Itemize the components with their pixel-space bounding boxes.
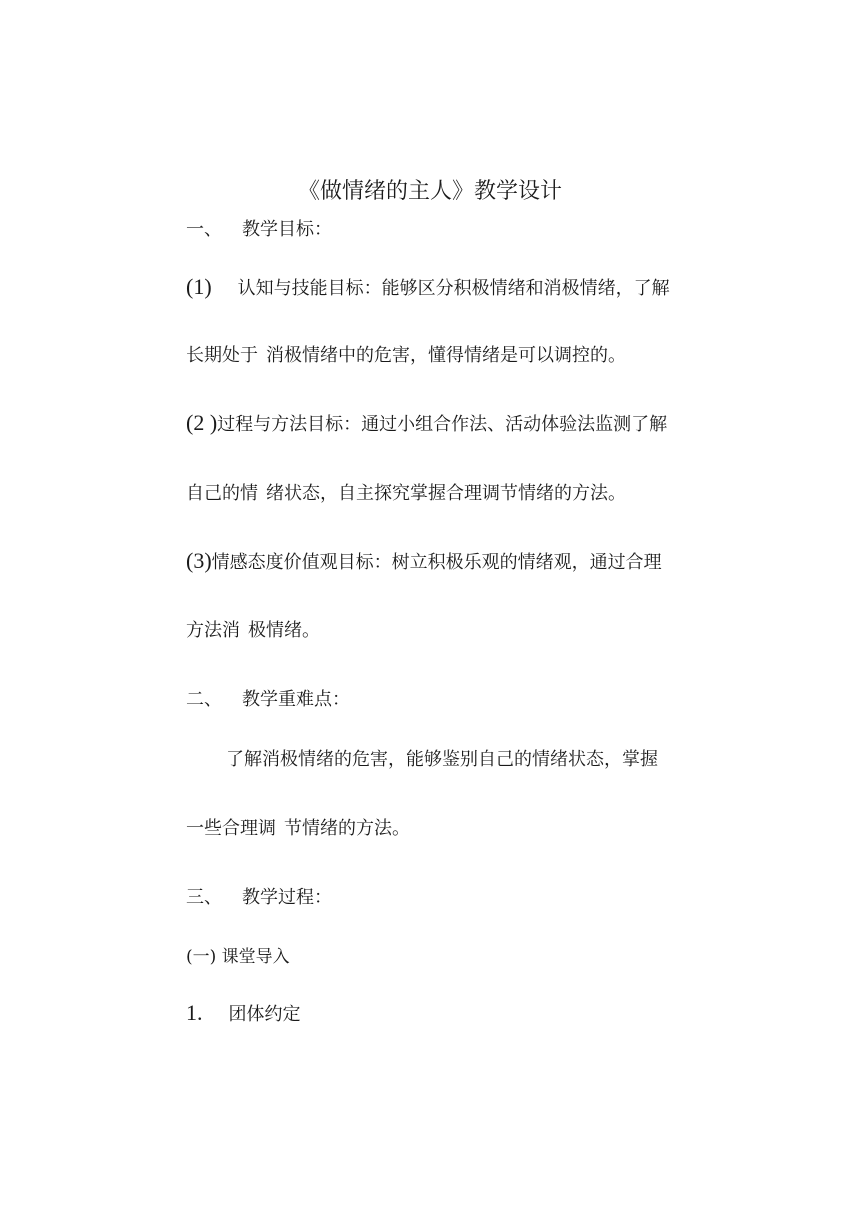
goal-2-line-2 bbox=[186, 483, 626, 505]
step-1-number: 1. bbox=[186, 1000, 203, 1025]
keypoints-text-2b: 节情绪的方法。 bbox=[284, 818, 410, 839]
goal-3-text-2b: 极情绪。 bbox=[248, 620, 320, 641]
section-3-title: 教学过程： bbox=[242, 887, 332, 908]
goal-3-number: (3) bbox=[186, 548, 212, 573]
goal-1-text-1: 认知与技能目标：能够区分积极情绪和消极情绪，了解 bbox=[237, 278, 670, 299]
section-3-heading bbox=[186, 887, 332, 909]
step-1-line bbox=[186, 1002, 301, 1026]
keypoints-line-2 bbox=[186, 818, 410, 840]
section-1-title: 教学目标： bbox=[242, 219, 332, 240]
keypoints-line-1 bbox=[226, 749, 658, 771]
section-1-heading bbox=[186, 219, 332, 241]
section-3-number: 三、 bbox=[186, 887, 222, 908]
step-1-text: 团体约定 bbox=[228, 1004, 301, 1025]
section-2-heading bbox=[186, 689, 350, 711]
goal-3-text-1: 情感态度价值观目标：树立积极乐观的情绪观，通过合理 bbox=[211, 552, 662, 573]
goal-1-number: (1) bbox=[186, 274, 212, 299]
goal-3-text-2a: 方法消 bbox=[186, 620, 240, 641]
goal-2-line-1 bbox=[186, 412, 667, 436]
goal-2-text-2a: 自己的情 bbox=[186, 483, 258, 504]
keypoints-text-1: 了解消极情绪的危害，能够鉴别自己的情绪状态，掌握 bbox=[226, 749, 658, 770]
goal-3-line-2 bbox=[186, 620, 320, 642]
subsection-1-label: (一) 课堂导入 bbox=[186, 947, 290, 967]
goal-2-text-1: 过程与方法目标：通过小组合作法、活动体验法监测了解 bbox=[217, 414, 668, 435]
subsection-1-heading bbox=[186, 946, 290, 968]
document-title: 《做情绪的主人》教学设计 bbox=[297, 179, 562, 204]
goal-1-text-2a: 长期处于 bbox=[186, 345, 258, 366]
section-2-number: 二、 bbox=[186, 689, 222, 710]
goal-3-line-1 bbox=[186, 550, 662, 574]
goal-2-number: (2 ) bbox=[186, 410, 218, 435]
goal-2-text-2b: 绪状态，自主探究掌握合理调节情绪的方法。 bbox=[266, 483, 626, 504]
goal-1-line-2 bbox=[186, 345, 626, 367]
goal-1-line-1 bbox=[186, 276, 670, 300]
section-1-number: 一、 bbox=[186, 219, 222, 240]
goal-1-text-2b: 消极情绪中的危害，懂得情绪是可以调控的。 bbox=[266, 345, 626, 366]
keypoints-text-2a: 一些合理调 bbox=[186, 818, 276, 839]
section-2-title: 教学重难点： bbox=[242, 689, 350, 710]
